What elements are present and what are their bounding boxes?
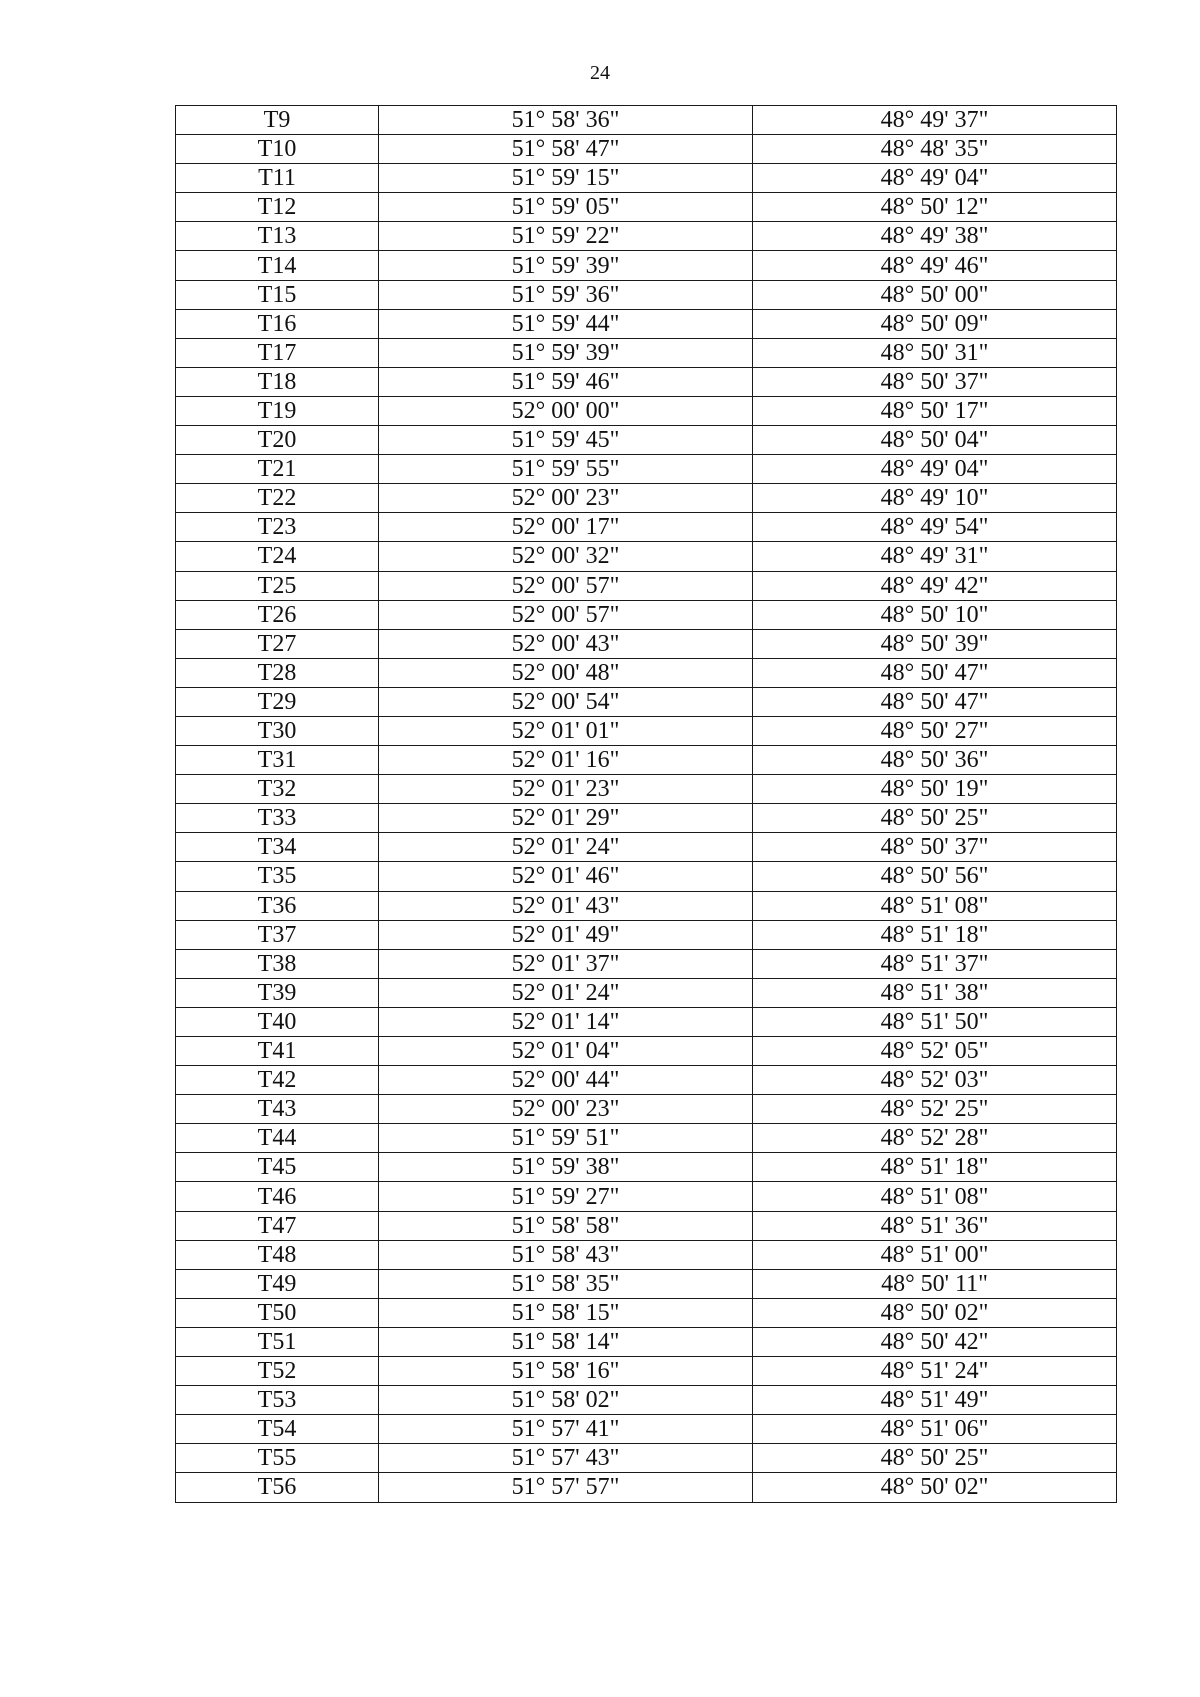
coordinate-a-cell: 51° 59' 15" bbox=[379, 164, 753, 193]
coordinate-a-cell: 51° 58' 15" bbox=[379, 1298, 753, 1327]
point-id-cell: T21 bbox=[176, 455, 379, 484]
coordinate-a-cell: 52° 00' 23" bbox=[379, 1095, 753, 1124]
coordinate-b-cell: 48° 49' 10" bbox=[753, 484, 1117, 513]
coordinate-b-cell: 48° 52' 25" bbox=[753, 1095, 1117, 1124]
coordinate-a-cell: 51° 58' 16" bbox=[379, 1357, 753, 1386]
table-row bbox=[176, 484, 1117, 513]
coordinate-b-cell: 48° 50' 09" bbox=[753, 309, 1117, 338]
table-row bbox=[176, 978, 1117, 1007]
table-row bbox=[176, 1211, 1117, 1240]
table-row bbox=[176, 135, 1117, 164]
coordinate-a-cell: 51° 58' 47" bbox=[379, 135, 753, 164]
coordinate-a-cell: 51° 59' 55" bbox=[379, 455, 753, 484]
table-row bbox=[176, 1415, 1117, 1444]
coordinate-b-cell: 48° 50' 47" bbox=[753, 687, 1117, 716]
coordinate-a-cell: 52° 00' 48" bbox=[379, 658, 753, 687]
coordinate-a-cell: 51° 58' 58" bbox=[379, 1211, 753, 1240]
point-id-cell: T22 bbox=[176, 484, 379, 513]
coordinate-a-cell: 52° 00' 57" bbox=[379, 600, 753, 629]
coordinate-a-cell: 51° 59' 05" bbox=[379, 193, 753, 222]
coordinate-a-cell: 51° 57' 41" bbox=[379, 1415, 753, 1444]
coordinate-a-cell: 52° 00' 54" bbox=[379, 687, 753, 716]
coordinate-a-cell: 51° 59' 46" bbox=[379, 367, 753, 396]
coordinate-b-cell: 48° 49' 31" bbox=[753, 542, 1117, 571]
coordinate-a-cell: 51° 58' 14" bbox=[379, 1327, 753, 1356]
coordinate-a-cell: 52° 01' 29" bbox=[379, 804, 753, 833]
coordinate-b-cell: 48° 50' 42" bbox=[753, 1327, 1117, 1356]
coordinate-b-cell: 48° 50' 37" bbox=[753, 367, 1117, 396]
coordinate-b-cell: 48° 50' 11" bbox=[753, 1269, 1117, 1298]
table-row bbox=[176, 1473, 1117, 1502]
table-row bbox=[176, 455, 1117, 484]
point-id-cell: T34 bbox=[176, 833, 379, 862]
coordinate-b-cell: 48° 51' 18" bbox=[753, 1153, 1117, 1182]
table-row bbox=[176, 222, 1117, 251]
point-id-cell: T53 bbox=[176, 1386, 379, 1415]
table-row bbox=[176, 1153, 1117, 1182]
coordinate-b-cell: 48° 49' 38" bbox=[753, 222, 1117, 251]
table-row bbox=[176, 1240, 1117, 1269]
coordinate-b-cell: 48° 49' 46" bbox=[753, 251, 1117, 280]
table-row bbox=[176, 804, 1117, 833]
point-id-cell: T26 bbox=[176, 600, 379, 629]
coordinate-b-cell: 48° 50' 19" bbox=[753, 775, 1117, 804]
coordinate-a-cell: 52° 00' 23" bbox=[379, 484, 753, 513]
table-row bbox=[176, 1007, 1117, 1036]
point-id-cell: T39 bbox=[176, 978, 379, 1007]
coordinate-a-cell: 51° 58' 36" bbox=[379, 106, 753, 135]
coordinate-a-cell: 51° 59' 51" bbox=[379, 1124, 753, 1153]
point-id-cell: T38 bbox=[176, 949, 379, 978]
coordinate-b-cell: 48° 50' 17" bbox=[753, 396, 1117, 425]
point-id-cell: T35 bbox=[176, 862, 379, 891]
point-id-cell: T51 bbox=[176, 1327, 379, 1356]
table-row bbox=[176, 891, 1117, 920]
table-row bbox=[176, 1327, 1117, 1356]
table-row bbox=[176, 746, 1117, 775]
table-row bbox=[176, 309, 1117, 338]
point-id-cell: T49 bbox=[176, 1269, 379, 1298]
point-id-cell: T20 bbox=[176, 426, 379, 455]
coordinate-a-cell: 52° 00' 17" bbox=[379, 513, 753, 542]
point-id-cell: T10 bbox=[176, 135, 379, 164]
coordinate-b-cell: 48° 50' 37" bbox=[753, 833, 1117, 862]
point-id-cell: T15 bbox=[176, 280, 379, 309]
point-id-cell: T52 bbox=[176, 1357, 379, 1386]
coordinate-b-cell: 48° 51' 24" bbox=[753, 1357, 1117, 1386]
table-row bbox=[176, 396, 1117, 425]
coordinate-b-cell: 48° 51' 00" bbox=[753, 1240, 1117, 1269]
table-row bbox=[176, 193, 1117, 222]
coordinate-b-cell: 48° 49' 04" bbox=[753, 455, 1117, 484]
coordinate-a-cell: 51° 59' 36" bbox=[379, 280, 753, 309]
coordinate-b-cell: 48° 50' 36" bbox=[753, 746, 1117, 775]
point-id-cell: T30 bbox=[176, 716, 379, 745]
point-id-cell: T43 bbox=[176, 1095, 379, 1124]
table-row bbox=[176, 600, 1117, 629]
table-row bbox=[176, 338, 1117, 367]
table-row bbox=[176, 920, 1117, 949]
coordinate-b-cell: 48° 50' 39" bbox=[753, 629, 1117, 658]
table-row bbox=[176, 687, 1117, 716]
coordinate-a-cell: 52° 00' 32" bbox=[379, 542, 753, 571]
page-number: 24 bbox=[590, 62, 610, 84]
coordinate-a-cell: 52° 01' 24" bbox=[379, 833, 753, 862]
table-row bbox=[176, 367, 1117, 396]
coordinate-b-cell: 48° 49' 42" bbox=[753, 571, 1117, 600]
point-id-cell: T42 bbox=[176, 1066, 379, 1095]
table-row bbox=[176, 775, 1117, 804]
table-row bbox=[176, 833, 1117, 862]
coordinate-b-cell: 48° 51' 08" bbox=[753, 891, 1117, 920]
table-row bbox=[176, 949, 1117, 978]
table-row bbox=[176, 716, 1117, 745]
coordinate-b-cell: 48° 50' 04" bbox=[753, 426, 1117, 455]
coordinate-a-cell: 52° 01' 01" bbox=[379, 716, 753, 745]
point-id-cell: T36 bbox=[176, 891, 379, 920]
coordinate-b-cell: 48° 50' 10" bbox=[753, 600, 1117, 629]
point-id-cell: T29 bbox=[176, 687, 379, 716]
coordinate-a-cell: 51° 59' 38" bbox=[379, 1153, 753, 1182]
coordinate-a-cell: 52° 01' 24" bbox=[379, 978, 753, 1007]
point-id-cell: T33 bbox=[176, 804, 379, 833]
point-id-cell: T25 bbox=[176, 571, 379, 600]
coordinate-b-cell: 48° 51' 38" bbox=[753, 978, 1117, 1007]
table-row bbox=[176, 1066, 1117, 1095]
coordinate-a-cell: 52° 00' 43" bbox=[379, 629, 753, 658]
table-row bbox=[176, 542, 1117, 571]
coordinate-b-cell: 48° 52' 05" bbox=[753, 1037, 1117, 1066]
point-id-cell: T17 bbox=[176, 338, 379, 367]
point-id-cell: T32 bbox=[176, 775, 379, 804]
coordinate-a-cell: 52° 01' 46" bbox=[379, 862, 753, 891]
coordinate-a-cell: 52° 01' 23" bbox=[379, 775, 753, 804]
point-id-cell: T44 bbox=[176, 1124, 379, 1153]
point-id-cell: T45 bbox=[176, 1153, 379, 1182]
point-id-cell: T28 bbox=[176, 658, 379, 687]
table-row bbox=[176, 280, 1117, 309]
coordinate-b-cell: 48° 50' 56" bbox=[753, 862, 1117, 891]
coordinate-b-cell: 48° 50' 02" bbox=[753, 1473, 1117, 1502]
table-row bbox=[176, 1269, 1117, 1298]
coordinate-b-cell: 48° 49' 54" bbox=[753, 513, 1117, 542]
coordinate-a-cell: 52° 01' 43" bbox=[379, 891, 753, 920]
point-id-cell: T24 bbox=[176, 542, 379, 571]
coordinate-b-cell: 48° 51' 08" bbox=[753, 1182, 1117, 1211]
coordinate-b-cell: 48° 50' 25" bbox=[753, 804, 1117, 833]
table-row bbox=[176, 513, 1117, 542]
coordinate-b-cell: 48° 52' 03" bbox=[753, 1066, 1117, 1095]
point-id-cell: T50 bbox=[176, 1298, 379, 1327]
coordinate-a-cell: 51° 58' 43" bbox=[379, 1240, 753, 1269]
coordinate-a-cell: 51° 57' 43" bbox=[379, 1444, 753, 1473]
coordinate-b-cell: 48° 50' 25" bbox=[753, 1444, 1117, 1473]
table-row bbox=[176, 426, 1117, 455]
coordinate-a-cell: 51° 58' 35" bbox=[379, 1269, 753, 1298]
coordinate-a-cell: 51° 59' 27" bbox=[379, 1182, 753, 1211]
point-id-cell: T41 bbox=[176, 1037, 379, 1066]
coordinates-table bbox=[175, 105, 1117, 1503]
point-id-cell: T40 bbox=[176, 1007, 379, 1036]
point-id-cell: T37 bbox=[176, 920, 379, 949]
point-id-cell: T23 bbox=[176, 513, 379, 542]
coordinate-a-cell: 51° 59' 44" bbox=[379, 309, 753, 338]
coordinate-a-cell: 52° 01' 14" bbox=[379, 1007, 753, 1036]
point-id-cell: T13 bbox=[176, 222, 379, 251]
table-row bbox=[176, 1182, 1117, 1211]
point-id-cell: T14 bbox=[176, 251, 379, 280]
coordinate-b-cell: 48° 51' 49" bbox=[753, 1386, 1117, 1415]
coordinate-b-cell: 48° 50' 47" bbox=[753, 658, 1117, 687]
coordinate-b-cell: 48° 50' 27" bbox=[753, 716, 1117, 745]
table-row bbox=[176, 1386, 1117, 1415]
coordinate-a-cell: 51° 59' 45" bbox=[379, 426, 753, 455]
coordinate-b-cell: 48° 50' 02" bbox=[753, 1298, 1117, 1327]
coordinate-b-cell: 48° 49' 37" bbox=[753, 106, 1117, 135]
coordinate-a-cell: 52° 01' 04" bbox=[379, 1037, 753, 1066]
coordinate-a-cell: 51° 58' 02" bbox=[379, 1386, 753, 1415]
coordinate-b-cell: 48° 51' 50" bbox=[753, 1007, 1117, 1036]
table-row bbox=[176, 1037, 1117, 1066]
point-id-cell: T54 bbox=[176, 1415, 379, 1444]
coordinate-a-cell: 52° 00' 44" bbox=[379, 1066, 753, 1095]
point-id-cell: T19 bbox=[176, 396, 379, 425]
coordinate-b-cell: 48° 50' 00" bbox=[753, 280, 1117, 309]
point-id-cell: T56 bbox=[176, 1473, 379, 1502]
table-row bbox=[176, 658, 1117, 687]
coordinate-b-cell: 48° 48' 35" bbox=[753, 135, 1117, 164]
point-id-cell: T11 bbox=[176, 164, 379, 193]
coordinate-a-cell: 51° 59' 22" bbox=[379, 222, 753, 251]
coordinate-a-cell: 51° 59' 39" bbox=[379, 251, 753, 280]
table-row bbox=[176, 1357, 1117, 1386]
coordinate-a-cell: 52° 00' 57" bbox=[379, 571, 753, 600]
coordinates-table-body bbox=[176, 106, 1117, 1503]
coordinate-a-cell: 52° 01' 16" bbox=[379, 746, 753, 775]
coordinate-a-cell: 52° 01' 37" bbox=[379, 949, 753, 978]
table-row bbox=[176, 164, 1117, 193]
table-row bbox=[176, 629, 1117, 658]
coordinate-b-cell: 48° 51' 18" bbox=[753, 920, 1117, 949]
point-id-cell: T46 bbox=[176, 1182, 379, 1211]
point-id-cell: T47 bbox=[176, 1211, 379, 1240]
table-row bbox=[176, 1298, 1117, 1327]
point-id-cell: T27 bbox=[176, 629, 379, 658]
point-id-cell: T48 bbox=[176, 1240, 379, 1269]
table-row bbox=[176, 1095, 1117, 1124]
point-id-cell: T9 bbox=[176, 106, 379, 135]
table-row bbox=[176, 251, 1117, 280]
table-row bbox=[176, 862, 1117, 891]
coordinate-b-cell: 48° 51' 37" bbox=[753, 949, 1117, 978]
point-id-cell: T18 bbox=[176, 367, 379, 396]
table-row bbox=[176, 1444, 1117, 1473]
coordinate-b-cell: 48° 50' 12" bbox=[753, 193, 1117, 222]
point-id-cell: T12 bbox=[176, 193, 379, 222]
point-id-cell: T16 bbox=[176, 309, 379, 338]
coordinate-a-cell: 52° 00' 00" bbox=[379, 396, 753, 425]
table-row bbox=[176, 1124, 1117, 1153]
coordinate-a-cell: 51° 59' 39" bbox=[379, 338, 753, 367]
coordinate-b-cell: 48° 49' 04" bbox=[753, 164, 1117, 193]
coordinate-b-cell: 48° 51' 06" bbox=[753, 1415, 1117, 1444]
coordinate-b-cell: 48° 50' 31" bbox=[753, 338, 1117, 367]
point-id-cell: T55 bbox=[176, 1444, 379, 1473]
coordinate-a-cell: 52° 01' 49" bbox=[379, 920, 753, 949]
coordinate-b-cell: 48° 52' 28" bbox=[753, 1124, 1117, 1153]
coordinate-a-cell: 51° 57' 57" bbox=[379, 1473, 753, 1502]
coordinate-b-cell: 48° 51' 36" bbox=[753, 1211, 1117, 1240]
table-row bbox=[176, 106, 1117, 135]
point-id-cell: T31 bbox=[176, 746, 379, 775]
table-row bbox=[176, 571, 1117, 600]
